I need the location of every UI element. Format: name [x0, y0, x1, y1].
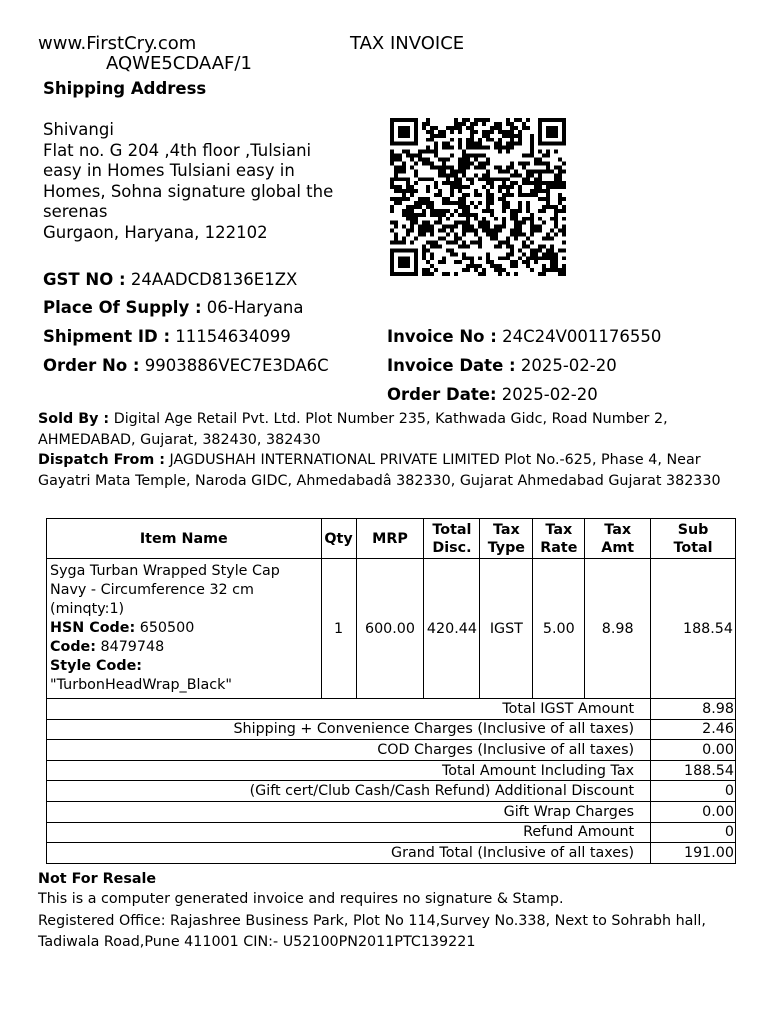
registered-office: Registered Office: Rajashree Business Park, Plot No 114,Survey No.338, Next to Sohrabh hall, Tadiwala Road,Pune 411001 CIN:- U52100PN2011PTC139221 — [38, 913, 706, 950]
summary-value: 188.54 — [651, 760, 736, 781]
invoice-value: 24C24V001176550 — [496, 327, 662, 346]
column-header: Item Name — [47, 519, 322, 559]
invoice-table — [46, 518, 736, 864]
item-name-line: Syga Turban Wrapped Style Cap — [50, 563, 280, 579]
column-header — [480, 519, 533, 559]
address-line: easy in Homes Tulsiani easy in — [43, 161, 295, 180]
order-date-value: 2025-02-20 — [496, 385, 598, 404]
qr-code-image — [390, 118, 566, 276]
summary-label: Grand Total (Inclusive of all taxes) — [47, 843, 651, 864]
supply-value: 06-Haryana — [201, 298, 304, 317]
column-header — [533, 519, 585, 559]
summary-value: 0.00 — [651, 801, 736, 822]
summary-row — [47, 699, 736, 720]
dispatch-from — [38, 450, 728, 491]
tax-type-cell: IGST — [480, 559, 533, 699]
invoice-label: Invoice No : — [387, 327, 497, 346]
shipping-address — [43, 120, 378, 243]
document-title: TAX INVOICE — [350, 33, 465, 54]
item-code — [50, 638, 318, 657]
summary-value: 2.46 — [651, 719, 736, 740]
sold-by — [38, 409, 728, 450]
summary-label: Shipping + Convenience Charges (Inclusive of all taxes) — [47, 719, 651, 740]
sold-by-label: Sold By : — [38, 411, 110, 427]
address-line: serenas — [43, 202, 108, 221]
invoice-code: AQWE5CDAAF/1 — [106, 53, 252, 74]
header-line: Amt — [601, 539, 635, 556]
recipient-name: Shivangi — [43, 120, 114, 139]
summary-value: 0.00 — [651, 740, 736, 761]
summary-value: 8.98 — [651, 699, 736, 720]
summary-label: Total IGST Amount — [47, 699, 651, 720]
qty-cell: 1 — [321, 559, 356, 699]
address-line: Homes, Sohna signature global the — [43, 181, 334, 201]
summary-row — [47, 760, 736, 781]
address-line: Flat no. G 204 ,4th floor ,Tulsiani — [43, 140, 312, 160]
summary-row — [47, 822, 736, 843]
mrp-cell: 600.00 — [356, 559, 424, 699]
item-name-cell — [47, 559, 322, 699]
summary-value: 0 — [651, 781, 736, 802]
shipping-address-heading: Shipping Address — [43, 79, 207, 98]
code-value: 8479748 — [95, 639, 165, 655]
dispatch-label: Dispatch From : — [38, 452, 165, 468]
gst-label: GST NO : — [43, 270, 126, 289]
header-line: Tax — [604, 521, 632, 538]
gst-value: 24AADCD8136E1ZX — [125, 270, 298, 289]
tax-rate-cell: 5.00 — [533, 559, 585, 699]
header-line: Rate — [540, 539, 578, 556]
header-line: Sub — [677, 521, 709, 538]
summary-value: 191.00 — [651, 843, 736, 864]
summary-label: (Gift cert/Club Cash/Cash Refund) Additional Discount — [47, 781, 651, 802]
invoice-number — [387, 327, 661, 346]
table-header-row — [47, 519, 736, 559]
header-line: Tax — [545, 521, 573, 538]
qr-pattern — [390, 118, 566, 276]
column-header — [651, 519, 736, 559]
supply-label: Place Of Supply : — [43, 298, 202, 317]
column-header — [424, 519, 480, 559]
gst-number — [43, 270, 297, 289]
hsn-code — [50, 619, 318, 638]
discount-cell: 420.44 — [424, 559, 480, 699]
summary-label: Gift Wrap Charges — [47, 801, 651, 822]
header-line: Tax — [492, 521, 520, 538]
header-line: Disc. — [432, 539, 472, 556]
summary-row — [47, 801, 736, 822]
sub-total-cell: 188.54 — [651, 559, 736, 699]
summary-label: COD Charges (Inclusive of all taxes) — [47, 740, 651, 761]
code-label: Code: — [50, 639, 96, 655]
column-header: MRP — [356, 519, 424, 559]
not-for-resale: Not For Resale — [38, 871, 157, 887]
header-line: Total — [432, 521, 472, 538]
hsn-label: HSN Code: — [50, 620, 136, 636]
invoice-date-value: 2025-02-20 — [515, 356, 617, 375]
order-label: Order No : — [43, 356, 140, 375]
column-header — [585, 519, 651, 559]
order-date — [387, 385, 598, 404]
computer-generated-note: This is a computer generated invoice and requires no signature & Stamp. — [38, 891, 564, 907]
style-code-value: "TurbonHeadWrap_Black" — [50, 677, 232, 693]
summary-row — [47, 781, 736, 802]
summary-row — [47, 740, 736, 761]
header-line: Type — [487, 539, 526, 556]
order-number — [43, 356, 329, 375]
item-name-line: (minqty:1) — [50, 601, 125, 617]
invoice-date — [387, 356, 617, 375]
shipment-id — [43, 327, 291, 346]
order-value: 9903886VEC7E3DA6C — [139, 356, 329, 375]
shipment-label: Shipment ID : — [43, 327, 171, 346]
summary-value: 0 — [651, 822, 736, 843]
hsn-value: 650500 — [135, 620, 195, 636]
place-of-supply — [43, 298, 304, 317]
sold-by-text: Digital Age Retail Pvt. Ltd. Plot Number 235, Kathwada Gidc, Road Number 2, AHMEDABAD, Gujarat, 382430, 382430 — [38, 411, 668, 448]
header-line: Total — [673, 539, 713, 556]
shipment-value: 11154634099 — [170, 327, 291, 346]
address-line: Gurgaon, Haryana, 122102 — [43, 222, 268, 242]
style-code-label: Style Code: — [50, 658, 142, 674]
summary-label: Total Amount Including Tax — [47, 760, 651, 781]
table-row — [47, 559, 736, 699]
tax-amt-cell: 8.98 — [585, 559, 651, 699]
order-date-label: Order Date: — [387, 385, 497, 404]
summary-label: Refund Amount — [47, 822, 651, 843]
column-header: Qty — [321, 519, 356, 559]
summary-row — [47, 843, 736, 864]
invoice-date-label: Invoice Date : — [387, 356, 516, 375]
dispatch-text: JAGDUSHAH INTERNATIONAL PRIVATE LIMITED Plot No.-625, Phase 4, Near Gayatri Mata Temple, Naroda GIDC, Ahmedabadâ 382330, Gujarat Ahmedabad Gujarat 382330 — [38, 452, 721, 489]
site-url: www.FirstCry.com — [38, 33, 197, 54]
summary-row — [47, 719, 736, 740]
item-name-line: Navy - Circumference 32 cm — [50, 582, 254, 598]
